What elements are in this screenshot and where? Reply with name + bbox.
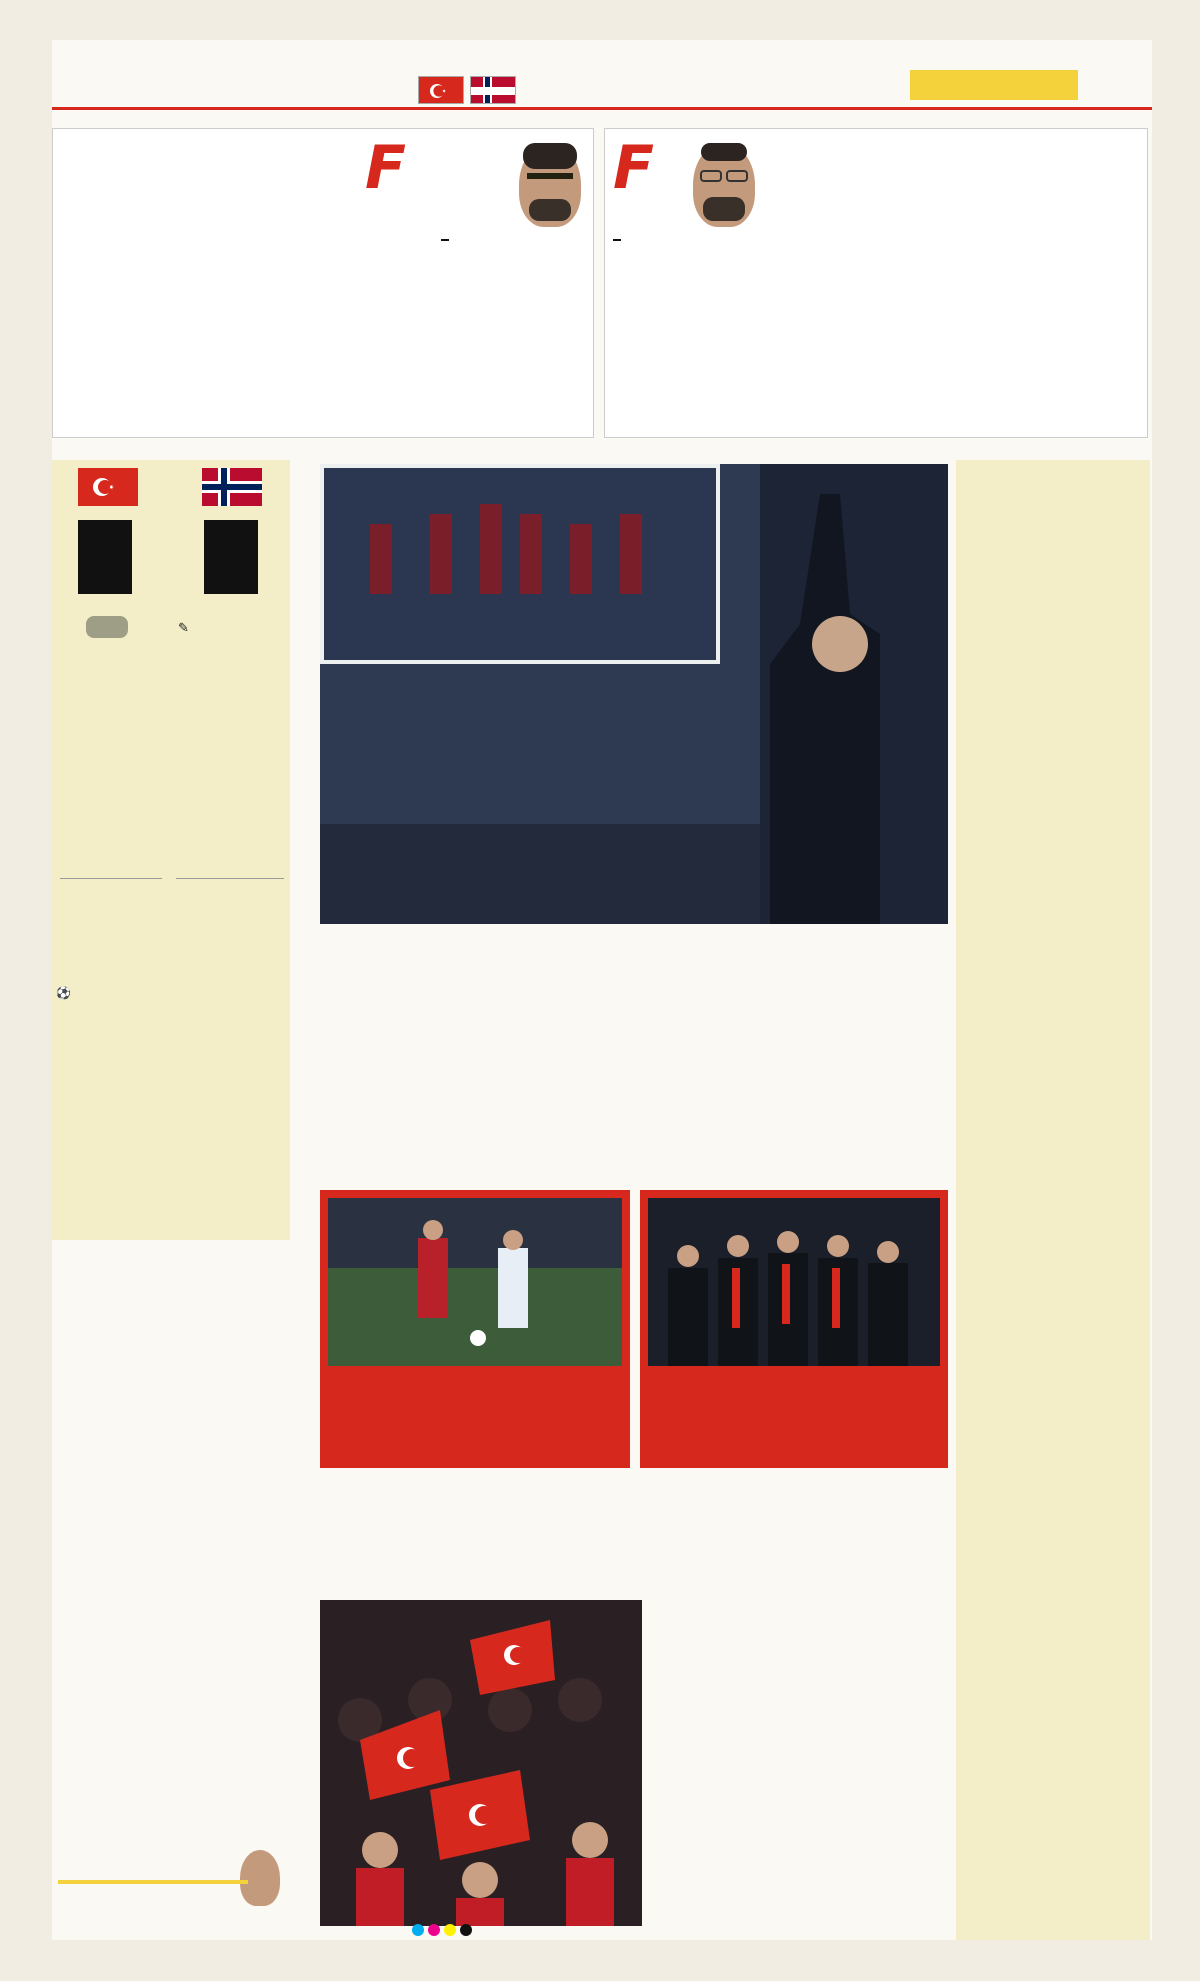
article-cem-dizdar xyxy=(52,128,594,438)
article-serkan-akcan xyxy=(604,128,1148,438)
color-registration-marks xyxy=(412,1924,472,1936)
columnist-f-logo: F xyxy=(613,133,654,203)
columnist-f-logo: F xyxy=(365,133,406,203)
article-text-col1 xyxy=(63,163,203,433)
norway-flag-icon xyxy=(470,76,516,104)
turkey-flag-icon xyxy=(78,468,138,506)
group-standings xyxy=(956,460,1150,1940)
home-subs-label xyxy=(60,878,162,879)
main-text-col3 xyxy=(732,992,946,1180)
main-photo xyxy=(320,464,948,924)
away-score xyxy=(204,520,258,594)
columnist-photo xyxy=(693,143,755,227)
newspaper-page xyxy=(52,40,1152,1940)
article-text-col1 xyxy=(613,255,761,435)
home-score xyxy=(78,520,132,594)
box-kasapoglu xyxy=(640,1190,948,1468)
author-name xyxy=(58,1880,248,1884)
main-text-col1 xyxy=(320,992,516,1180)
whistle-icon: ✎ xyxy=(178,620,189,635)
stadium-icon xyxy=(86,616,128,638)
tribunes-photo xyxy=(320,1600,642,1926)
article-text-col4 xyxy=(365,255,587,435)
box-kasapoglu-photo xyxy=(648,1198,940,1366)
page-header xyxy=(52,60,1152,110)
date-box xyxy=(910,70,1078,100)
norway-flag-icon xyxy=(202,468,262,506)
away-subs-label xyxy=(176,878,284,879)
article-text-col4 xyxy=(959,163,1141,433)
columnist-email xyxy=(613,239,621,241)
columnist-photo xyxy=(519,143,581,227)
ball-icon: ⚽ xyxy=(56,986,71,1000)
turkey-flag-icon xyxy=(418,76,464,104)
author-photo xyxy=(240,1850,280,1906)
box-berat xyxy=(320,1190,630,1468)
side-article xyxy=(52,1240,290,1940)
columnist-email xyxy=(441,239,449,241)
box-berat-photo xyxy=(328,1198,622,1366)
